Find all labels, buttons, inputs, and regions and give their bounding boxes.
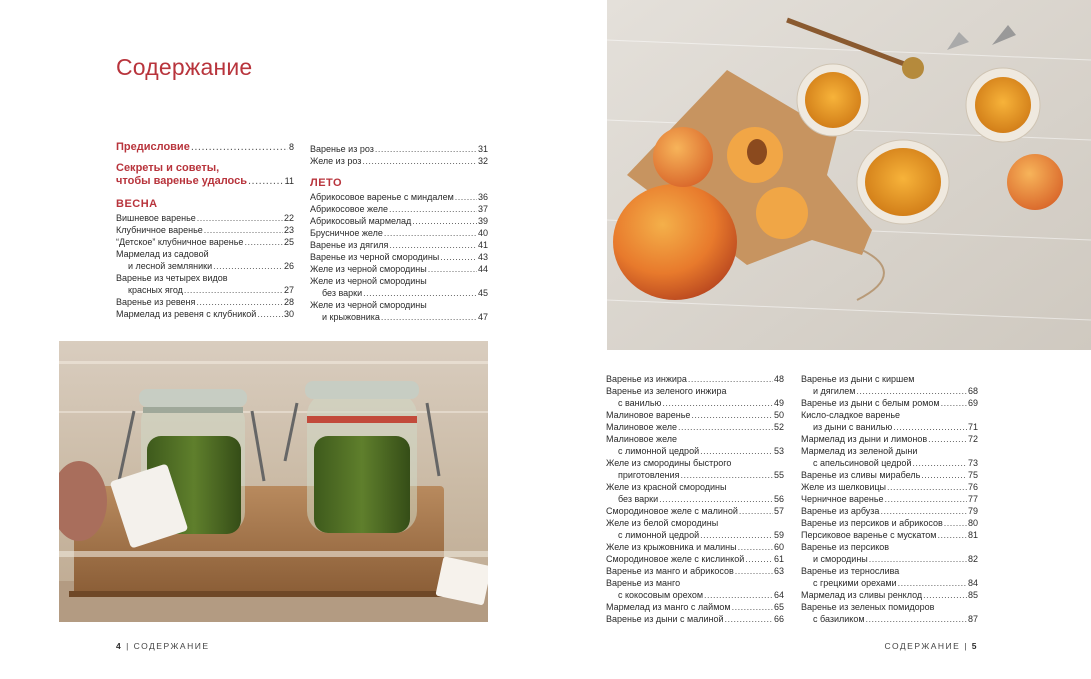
dot-leader [440, 251, 477, 263]
dot-leader [880, 505, 967, 517]
toc-entry-title: Варенье из манго [606, 578, 681, 588]
toc-entry-title: Секреты и советы, [116, 162, 220, 174]
toc-entry-page: 57 [773, 506, 784, 516]
toc-entry-title: Мармелад из сливы ренклод [801, 590, 923, 600]
toc-entry-page: 56 [773, 494, 784, 504]
dot-leader [739, 505, 773, 517]
toc-entry-page: 55 [773, 470, 784, 480]
page-number: 5 [971, 641, 978, 651]
toc-entry [116, 272, 294, 296]
toc-entry [310, 143, 488, 155]
toc-entry [801, 409, 978, 433]
toc-entry-title: красных ягод [128, 285, 183, 295]
dot-leader [700, 445, 773, 457]
dot-leader [363, 287, 477, 299]
toc-entry [310, 263, 488, 275]
dot-leader [375, 143, 477, 155]
toc-entry-title: Варенье из инжира [606, 374, 687, 384]
toc-entry-title: Варенье из зеленых помидоров [801, 602, 935, 612]
page-title: Содержание [116, 54, 253, 80]
toc-entry-title: Варенье из ревеня [116, 297, 196, 307]
toc-entry-page: 22 [283, 213, 294, 223]
toc-entry [606, 517, 784, 541]
toc-entry [310, 203, 488, 215]
toc-entry [116, 248, 294, 272]
toc-entry-title: из дыни с ванилью [813, 422, 893, 432]
dot-leader [213, 260, 283, 272]
toc-entry [606, 553, 784, 565]
toc-entry-page: 48 [773, 374, 784, 384]
toc-entry-title: Смородиновое желе с кислинкой [606, 554, 745, 564]
toc-entry [606, 565, 784, 577]
toc-entry [801, 445, 978, 469]
dot-leader [898, 577, 967, 589]
toc-entry [310, 239, 488, 251]
toc-entry-title: Клубничное варенье [116, 225, 203, 235]
toc-entry-title: с грецкими орехами [813, 578, 897, 588]
toc-entry-title: и смородины [813, 554, 868, 564]
toc-entry [606, 505, 784, 517]
toc-entry-page: 11 [284, 176, 294, 186]
toc-entry [801, 373, 978, 397]
toc-entry-page: 44 [477, 264, 488, 274]
toc-entry-page: 72 [967, 434, 978, 444]
toc-entry-title: Малиновое желе [606, 434, 678, 444]
toc-entry-page: 69 [967, 398, 978, 408]
toc-entry-title: Варенье из сливы мирабель [801, 470, 921, 480]
toc-entry [801, 433, 978, 445]
toc-entry-title: Малиновое желе [606, 422, 678, 432]
toc-entry-title: без варки [618, 494, 659, 504]
toc-entry [116, 296, 294, 308]
toc-entry [606, 385, 784, 409]
toc-entry [606, 409, 784, 421]
toc-list [310, 143, 488, 167]
dot-leader [381, 311, 477, 323]
toc-entry-title: с базиликом [813, 614, 865, 624]
dot-leader [887, 481, 967, 493]
toc-entry-title: Варенье из манго и абрикосов [606, 566, 734, 576]
toc-entry-page: 25 [283, 237, 294, 247]
toc-entry-page: 61 [773, 554, 784, 564]
toc-list [310, 191, 488, 323]
toc-entry-title: Абрикосовое желе [310, 204, 389, 214]
toc-entry-page: 47 [477, 312, 488, 322]
toc-entry [310, 155, 488, 167]
toc-entry-title: приготовления [618, 470, 680, 480]
toc-entry-page: 75 [967, 470, 978, 480]
dot-leader [700, 529, 773, 541]
toc-entry [606, 481, 784, 505]
toc-entry-title: Мармелад из манго с лаймом [606, 602, 731, 612]
toc-entry-page: 68 [967, 386, 978, 396]
toc-entry-page: 31 [477, 144, 488, 154]
toc-entry-page: 32 [477, 156, 488, 166]
toc-entry [310, 191, 488, 203]
toc-entry-page: 27 [283, 285, 294, 295]
jam-jars-photo [59, 341, 488, 622]
toc-entry-page: 45 [477, 288, 488, 298]
dot-leader [885, 493, 967, 505]
footer-right: СОДЕРЖАНИЕ | 5 [884, 641, 978, 651]
toc-entry-page: 39 [477, 216, 488, 226]
toc-entry-page: 52 [773, 422, 784, 432]
toc-entry-page: 80 [967, 518, 978, 528]
toc-entry-title: Абрикосовый мармелад [310, 216, 412, 226]
toc-column-4 [801, 373, 978, 625]
dot-leader [362, 155, 477, 167]
toc-entry-title: Черничное варенье [801, 494, 884, 504]
toc-entry-title: с лимонной цедрой [618, 530, 700, 540]
toc-entry [606, 613, 784, 625]
toc-entry [801, 541, 978, 565]
toc-entry-title: Персиковое варенье с мускатом [801, 530, 937, 540]
dot-leader [704, 589, 773, 601]
toc-list [801, 373, 978, 625]
dot-leader [389, 203, 477, 215]
toc-entry-title: Мармелад из дыни и лимонов [801, 434, 928, 444]
toc-entry-title: чтобы варенье удалось [116, 175, 247, 187]
dot-leader [257, 308, 283, 320]
toc-entry-title: Желе из черной смородины [310, 300, 427, 310]
dot-leader [921, 469, 967, 481]
toc-entry [801, 397, 978, 409]
dot-leader [196, 296, 283, 308]
dot-leader [928, 433, 967, 445]
dot-leader [869, 553, 967, 565]
toc-entry [606, 373, 784, 385]
toc-entry [801, 589, 978, 601]
dot-leader [248, 175, 284, 188]
toc-entry-title: Смородиновое желе с малиной [606, 506, 738, 516]
toc-entry [801, 517, 978, 529]
toc-entry-page: 28 [283, 297, 294, 307]
toc-entry-title: Варенье из дыни с белым ромом [801, 398, 940, 408]
toc-entry-title: Вишневое варенье [116, 213, 196, 223]
toc-column-3 [606, 373, 784, 625]
toc-entry-title: Желе из черной смородины [310, 276, 427, 286]
toc-entry-title: Желе из шелковицы [801, 482, 886, 492]
toc-entry-page: 63 [773, 566, 784, 576]
dot-leader [738, 541, 773, 553]
dot-leader [455, 191, 477, 203]
toc-entry-page: 64 [773, 590, 784, 600]
toc-entry-title: Предисловие [116, 141, 190, 153]
toc-entry-page: 84 [967, 578, 978, 588]
toc-entry-title: без варки [322, 288, 363, 298]
toc-entry [310, 227, 488, 239]
toc-entry [310, 275, 488, 299]
toc-entry-title: с ванилью [618, 398, 662, 408]
toc-entry-page: 36 [477, 192, 488, 202]
toc-entry [116, 224, 294, 236]
toc-entry-title: Мармелад из ревеня с клубникой [116, 309, 257, 319]
toc-entry-title: Варенье из тернослива [801, 566, 900, 576]
toc-entry [801, 601, 978, 625]
toc-entry-title: Желе из роз [310, 156, 362, 166]
toc-list [116, 212, 294, 320]
toc-entry-page: 30 [283, 309, 294, 319]
dot-leader [923, 589, 967, 601]
toc-entry-page: 37 [477, 204, 488, 214]
section-heading-spring: ВЕСНА [116, 198, 158, 210]
section-heading-summer: ЛЕТО [310, 177, 343, 189]
dot-leader [691, 409, 773, 421]
toc-entry-page: 79 [967, 506, 978, 516]
toc-entry-title: и лесной земляники [128, 261, 213, 271]
toc-entry-page: 77 [967, 494, 978, 504]
toc-entry [116, 236, 294, 248]
toc-list [606, 373, 784, 625]
toc-entry-page: 8 [288, 142, 294, 152]
dot-leader [941, 397, 967, 409]
toc-entry-title: Абрикосовое варенье с миндалем [310, 192, 454, 202]
toc-entry [801, 529, 978, 541]
toc-entry [606, 577, 784, 601]
dot-leader [244, 236, 283, 248]
toc-column-1 [116, 141, 294, 320]
toc-entry-title: Варенье из арбуза [801, 506, 880, 516]
toc-entry-title: и дягилем [813, 386, 856, 396]
dot-leader [389, 239, 477, 251]
toc-entry-title: Желе из крыжовника и малины [606, 542, 737, 552]
toc-entry-page: 40 [477, 228, 488, 238]
toc-entry-title: Варенье из персиков [801, 542, 890, 552]
toc-entry [606, 433, 784, 457]
dot-leader [659, 493, 773, 505]
dot-leader [681, 469, 773, 481]
running-title: СОДЕРЖАНИЕ [133, 641, 210, 651]
dot-leader [735, 565, 773, 577]
dot-leader [412, 215, 477, 227]
toc-entry-title: с лимонной цедрой [618, 446, 700, 456]
dot-leader [204, 224, 283, 236]
toc-entry-title: Желе из черной смородины [310, 264, 427, 274]
toc-entry-page: 81 [967, 530, 978, 540]
toc-entry-page: 41 [477, 240, 488, 250]
toc-entry-title: Малиновое варенье [606, 410, 691, 420]
toc-entry [606, 421, 784, 433]
toc-entry-title: Варенье из дыни с малиной [606, 614, 724, 624]
dot-leader [384, 227, 477, 239]
toc-entry-title: Варенье из четырех видов [116, 273, 228, 283]
toc-entry [801, 469, 978, 481]
toc-entry-title: Мармелад из садовой [116, 249, 209, 259]
toc-entry [606, 457, 784, 481]
toc-entry [116, 162, 294, 188]
toc-entry-title: Брусничное желе [310, 228, 383, 238]
toc-entry-page: 60 [773, 542, 784, 552]
page-number: 4 [116, 641, 123, 651]
dot-leader [678, 421, 773, 433]
dot-leader [191, 141, 288, 154]
dot-leader [893, 421, 967, 433]
toc-entry-page: 23 [283, 225, 294, 235]
dot-leader [184, 284, 283, 296]
dot-leader [688, 373, 773, 385]
toc-entry-page: 66 [773, 614, 784, 624]
toc-entry-title: Желе из смородины быстрого [606, 458, 732, 468]
dot-leader [944, 517, 967, 529]
toc-entry-page: 76 [967, 482, 978, 492]
toc-entry-title: Варенье из зеленого инжира [606, 386, 727, 396]
toc-entry-title: Кисло-сладкое варенье [801, 410, 901, 420]
toc-entry-page: 50 [773, 410, 784, 420]
footer-left: 4 | СОДЕРЖАНИЕ [116, 641, 210, 651]
toc-entry [801, 565, 978, 589]
toc-entry [310, 299, 488, 323]
toc-entry [116, 308, 294, 320]
toc-entry-title: и крыжовника [322, 312, 380, 322]
dot-leader [428, 263, 477, 275]
toc-entry-title: Варенье из дыни с киршем [801, 374, 915, 384]
toc-intro-list [116, 141, 294, 188]
dot-leader [662, 397, 773, 409]
dot-leader [197, 212, 283, 224]
toc-entry-page: 59 [773, 530, 784, 540]
toc-column-2 [310, 143, 488, 323]
dot-leader [866, 613, 967, 625]
toc-entry-title: Варенье из роз [310, 144, 374, 154]
toc-entry-page: 82 [967, 554, 978, 564]
toc-entry-title: с кокосовым орехом [618, 590, 704, 600]
dot-leader [912, 457, 967, 469]
dot-leader [745, 553, 773, 565]
toc-entry-page: 71 [967, 422, 978, 432]
running-title: СОДЕРЖАНИЕ [884, 641, 961, 651]
toc-entry-page: 26 [283, 261, 294, 271]
toc-entry-title: Желе из красной смородины [606, 482, 727, 492]
toc-entry-title: “Детское” клубничное варенье [116, 237, 244, 247]
toc-entry-page: 49 [773, 398, 784, 408]
dot-leader [732, 601, 773, 613]
dot-leader [725, 613, 773, 625]
toc-entry [606, 601, 784, 613]
toc-entry [116, 141, 294, 154]
toc-entry [116, 212, 294, 224]
dot-leader [856, 385, 967, 397]
toc-entry-title: с апельсиновой цедрой [813, 458, 912, 468]
toc-entry-page: 73 [967, 458, 978, 468]
toc-entry [801, 493, 978, 505]
toc-entry-title: Варенье из дягиля [310, 240, 389, 250]
toc-entry-page: 87 [967, 614, 978, 624]
apricots-mango-photo [607, 0, 1091, 350]
toc-entry-title: Мармелад из зеленой дыни [801, 446, 918, 456]
toc-entry [310, 251, 488, 263]
toc-entry [606, 541, 784, 553]
toc-entry-page: 53 [773, 446, 784, 456]
toc-entry-title: Желе из белой смородины [606, 518, 719, 528]
toc-entry-title: Варенье из персиков и абрикосов [801, 518, 943, 528]
toc-entry-title: Варенье из черной смородины [310, 252, 440, 262]
toc-entry-page: 43 [477, 252, 488, 262]
toc-entry [801, 505, 978, 517]
toc-entry [801, 481, 978, 493]
toc-entry [310, 215, 488, 227]
toc-entry-page: 85 [967, 590, 978, 600]
toc-entry-page: 65 [773, 602, 784, 612]
dot-leader [937, 529, 967, 541]
